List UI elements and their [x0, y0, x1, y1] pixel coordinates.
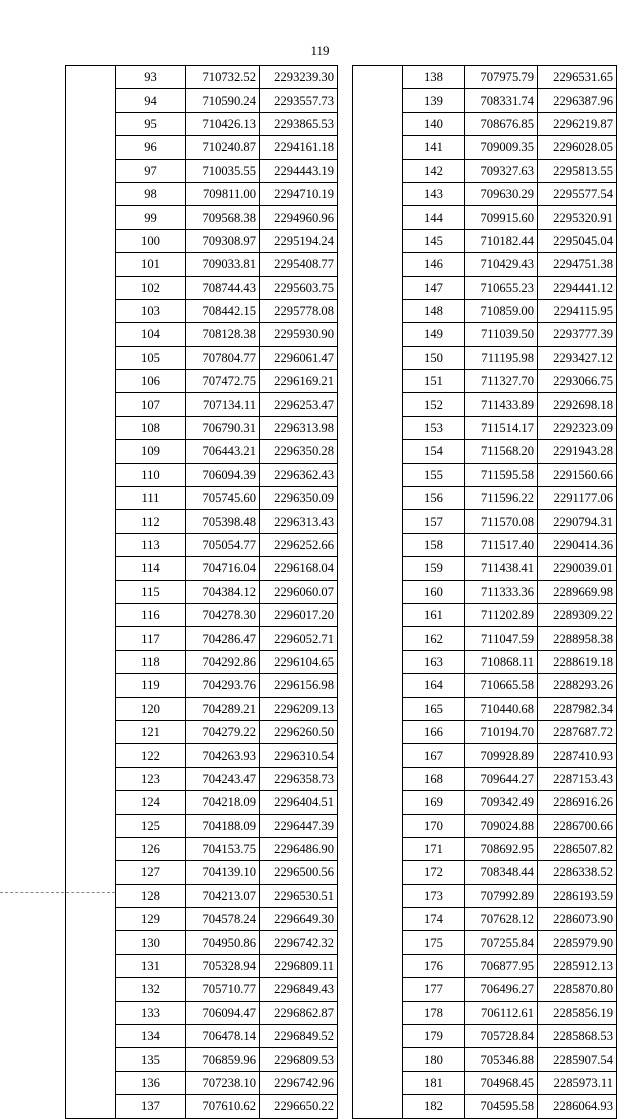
y-coordinate: 2294115.95: [538, 299, 617, 322]
y-coordinate: 2293557.73: [260, 89, 338, 112]
point-number: 105: [116, 346, 186, 369]
point-number: 122: [116, 744, 186, 767]
point-number: 140: [403, 112, 465, 135]
point-number: 129: [116, 908, 186, 931]
x-coordinate: 705745.60: [186, 487, 260, 510]
x-coordinate: 707134.11: [186, 393, 260, 416]
x-coordinate: 704578.24: [186, 908, 260, 931]
x-coordinate: 704289.21: [186, 697, 260, 720]
y-coordinate: 2296500.56: [260, 861, 338, 884]
y-coordinate: 2296252.66: [260, 533, 338, 556]
x-coordinate: 711514.17: [465, 416, 538, 439]
x-coordinate: 709928.89: [465, 744, 538, 767]
x-coordinate: 704292.86: [186, 650, 260, 673]
page-number: 119: [310, 43, 330, 58]
y-coordinate: 2288958.38: [538, 627, 617, 650]
point-number: 119: [116, 674, 186, 697]
point-number: 104: [116, 323, 186, 346]
point-number: 138: [403, 66, 465, 89]
y-coordinate: 2296169.21: [260, 370, 338, 393]
y-coordinate: 2291177.06: [538, 487, 617, 510]
y-coordinate: 2296060.07: [260, 580, 338, 603]
y-coordinate: 2291943.28: [538, 440, 617, 463]
x-coordinate: 710182.44: [465, 229, 538, 252]
point-number: 182: [403, 1095, 465, 1118]
point-number: 155: [403, 463, 465, 486]
point-number: 126: [116, 837, 186, 860]
y-coordinate: 2295194.24: [260, 229, 338, 252]
y-coordinate: 2288293.26: [538, 674, 617, 697]
point-number: 174: [403, 908, 465, 931]
y-coordinate: 2295930.90: [260, 323, 338, 346]
point-number: 158: [403, 533, 465, 556]
y-coordinate: 2296028.05: [538, 136, 617, 159]
point-number: 171: [403, 837, 465, 860]
point-number: 98: [116, 182, 186, 205]
point-number: 135: [116, 1048, 186, 1071]
y-coordinate: 2296362.43: [260, 463, 338, 486]
point-number: 139: [403, 89, 465, 112]
point-number: 97: [116, 159, 186, 182]
y-coordinate: 2296156.98: [260, 674, 338, 697]
y-coordinate: 2296313.98: [260, 416, 338, 439]
x-coordinate: 710240.87: [186, 136, 260, 159]
y-coordinate: 2286916.26: [538, 791, 617, 814]
x-coordinate: 707804.77: [186, 346, 260, 369]
y-coordinate: 2289669.98: [538, 580, 617, 603]
y-coordinate: 2296862.87: [260, 1001, 338, 1024]
point-number: 147: [403, 276, 465, 299]
point-number: 168: [403, 767, 465, 790]
point-number: 96: [116, 136, 186, 159]
y-coordinate: 2296447.39: [260, 814, 338, 837]
y-coordinate: 2296849.43: [260, 978, 338, 1001]
y-coordinate: 2285912.13: [538, 954, 617, 977]
y-coordinate: 2286700.66: [538, 814, 617, 837]
x-coordinate: 704968.45: [465, 1071, 538, 1094]
point-number: 121: [116, 720, 186, 743]
point-number: 110: [116, 463, 186, 486]
y-coordinate: 2293066.75: [538, 370, 617, 393]
point-number: 153: [403, 416, 465, 439]
point-number: 116: [116, 603, 186, 626]
y-coordinate: 2296253.47: [260, 393, 338, 416]
point-number: 107: [116, 393, 186, 416]
x-coordinate: 704263.93: [186, 744, 260, 767]
point-number: 112: [116, 510, 186, 533]
y-coordinate: 2285973.11: [538, 1071, 617, 1094]
x-coordinate: 708744.43: [186, 276, 260, 299]
x-coordinate: 709009.35: [465, 136, 538, 159]
point-number: 130: [116, 931, 186, 954]
x-coordinate: 710426.13: [186, 112, 260, 135]
y-coordinate: 2295045.04: [538, 229, 617, 252]
x-coordinate: 707628.12: [465, 908, 538, 931]
y-coordinate: 2287410.93: [538, 744, 617, 767]
x-coordinate: 704716.04: [186, 557, 260, 580]
coordinate-table-left: [65, 65, 338, 1119]
x-coordinate: 711327.70: [465, 370, 538, 393]
y-coordinate: 2296649.30: [260, 908, 338, 931]
y-coordinate: 2287687.72: [538, 720, 617, 743]
x-coordinate: 710859.00: [465, 299, 538, 322]
point-number: 128: [116, 884, 186, 907]
y-coordinate: 2296168.04: [260, 557, 338, 580]
x-coordinate: 711595.58: [465, 463, 538, 486]
y-coordinate: 2296358.73: [260, 767, 338, 790]
y-coordinate: 2296350.28: [260, 440, 338, 463]
x-coordinate: 707975.79: [465, 66, 538, 89]
x-coordinate: 707472.75: [186, 370, 260, 393]
point-number: 103: [116, 299, 186, 322]
y-coordinate: 2296061.47: [260, 346, 338, 369]
point-number: 148: [403, 299, 465, 322]
x-coordinate: 710732.52: [186, 66, 260, 89]
x-coordinate: 706790.31: [186, 416, 260, 439]
x-coordinate: 708331.74: [465, 89, 538, 112]
y-coordinate: 2295408.77: [260, 253, 338, 276]
x-coordinate: 710035.55: [186, 159, 260, 182]
y-coordinate: 2294710.19: [260, 182, 338, 205]
x-coordinate: 704218.09: [186, 791, 260, 814]
point-number: 115: [116, 580, 186, 603]
y-coordinate: 2289309.22: [538, 603, 617, 626]
point-number: 172: [403, 861, 465, 884]
point-number: 145: [403, 229, 465, 252]
point-number: 180: [403, 1048, 465, 1071]
point-number: 178: [403, 1001, 465, 1024]
point-number: 94: [116, 89, 186, 112]
point-number: 111: [116, 487, 186, 510]
point-number: 159: [403, 557, 465, 580]
y-coordinate: 2294441.12: [538, 276, 617, 299]
x-coordinate: 711039.50: [465, 323, 538, 346]
point-number: 93: [116, 66, 186, 89]
x-coordinate: 710665.58: [465, 674, 538, 697]
y-coordinate: 2286193.59: [538, 884, 617, 907]
point-number: 101: [116, 253, 186, 276]
point-number: 118: [116, 650, 186, 673]
x-coordinate: 708348.44: [465, 861, 538, 884]
y-coordinate: 2285870.80: [538, 978, 617, 1001]
x-coordinate: 709342.49: [465, 791, 538, 814]
x-coordinate: 706112.61: [465, 1001, 538, 1024]
table-row: [66, 66, 338, 89]
y-coordinate: 2291560.66: [538, 463, 617, 486]
x-coordinate: 704384.12: [186, 580, 260, 603]
point-number: 108: [116, 416, 186, 439]
x-coordinate: 711433.89: [465, 393, 538, 416]
x-coordinate: 708128.38: [186, 323, 260, 346]
x-coordinate: 705398.48: [186, 510, 260, 533]
x-coordinate: 705328.94: [186, 954, 260, 977]
x-coordinate: 705710.77: [186, 978, 260, 1001]
point-number: 123: [116, 767, 186, 790]
y-coordinate: 2294960.96: [260, 206, 338, 229]
point-number: 177: [403, 978, 465, 1001]
point-number: 114: [116, 557, 186, 580]
point-number: 99: [116, 206, 186, 229]
point-number: 181: [403, 1071, 465, 1094]
x-coordinate: 709644.27: [465, 767, 538, 790]
x-coordinate: 711517.40: [465, 533, 538, 556]
x-coordinate: 707255.84: [465, 931, 538, 954]
x-coordinate: 704243.47: [186, 767, 260, 790]
x-coordinate: 709811.00: [186, 182, 260, 205]
point-number: 151: [403, 370, 465, 393]
x-coordinate: 711047.59: [465, 627, 538, 650]
y-coordinate: 2286507.82: [538, 837, 617, 860]
x-coordinate: 707992.89: [465, 884, 538, 907]
y-coordinate: 2296404.51: [260, 791, 338, 814]
y-coordinate: 2293865.53: [260, 112, 338, 135]
y-coordinate: 2295813.55: [538, 159, 617, 182]
x-coordinate: 706859.96: [186, 1048, 260, 1071]
point-number: 133: [116, 1001, 186, 1024]
y-coordinate: 2292698.18: [538, 393, 617, 416]
point-number: 154: [403, 440, 465, 463]
x-coordinate: 711570.08: [465, 510, 538, 533]
blank-column: [353, 66, 403, 1119]
point-number: 124: [116, 791, 186, 814]
y-coordinate: 2294443.19: [260, 159, 338, 182]
x-coordinate: 705346.88: [465, 1048, 538, 1071]
point-number: 106: [116, 370, 186, 393]
point-number: 137: [116, 1095, 186, 1118]
point-number: 163: [403, 650, 465, 673]
y-coordinate: 2295320.91: [538, 206, 617, 229]
x-coordinate: 709630.29: [465, 182, 538, 205]
point-number: 164: [403, 674, 465, 697]
y-coordinate: 2288619.18: [538, 650, 617, 673]
x-coordinate: 709915.60: [465, 206, 538, 229]
x-coordinate: 707610.62: [186, 1095, 260, 1118]
y-coordinate: 2296742.32: [260, 931, 338, 954]
blank-column: [66, 66, 116, 1119]
x-coordinate: 709568.38: [186, 206, 260, 229]
point-number: 141: [403, 136, 465, 159]
point-number: 167: [403, 744, 465, 767]
y-coordinate: 2296310.54: [260, 744, 338, 767]
y-coordinate: 2290039.01: [538, 557, 617, 580]
x-coordinate: 710590.24: [186, 89, 260, 112]
point-number: 113: [116, 533, 186, 556]
point-number: 162: [403, 627, 465, 650]
point-number: 156: [403, 487, 465, 510]
x-coordinate: 706877.95: [465, 954, 538, 977]
y-coordinate: 2296017.20: [260, 603, 338, 626]
x-coordinate: 704279.22: [186, 720, 260, 743]
x-coordinate: 706094.47: [186, 1001, 260, 1024]
x-coordinate: 711596.22: [465, 487, 538, 510]
point-number: 109: [116, 440, 186, 463]
point-number: 142: [403, 159, 465, 182]
x-coordinate: 704286.47: [186, 627, 260, 650]
x-coordinate: 709024.88: [465, 814, 538, 837]
x-coordinate: 705054.77: [186, 533, 260, 556]
x-coordinate: 710440.68: [465, 697, 538, 720]
point-number: 176: [403, 954, 465, 977]
y-coordinate: 2296742.96: [260, 1071, 338, 1094]
point-number: 170: [403, 814, 465, 837]
y-coordinate: 2296219.87: [538, 112, 617, 135]
x-coordinate: 704293.76: [186, 674, 260, 697]
x-coordinate: 710868.11: [465, 650, 538, 673]
x-coordinate: 710194.70: [465, 720, 538, 743]
y-coordinate: 2296260.50: [260, 720, 338, 743]
point-number: 143: [403, 182, 465, 205]
y-coordinate: 2285907.54: [538, 1048, 617, 1071]
y-coordinate: 2286064.93: [538, 1095, 617, 1118]
point-number: 120: [116, 697, 186, 720]
y-coordinate: 2296350.09: [260, 487, 338, 510]
point-number: 132: [116, 978, 186, 1001]
x-coordinate: 704213.07: [186, 884, 260, 907]
point-number: 173: [403, 884, 465, 907]
y-coordinate: 2295603.75: [260, 276, 338, 299]
point-number: 152: [403, 393, 465, 416]
point-number: 125: [116, 814, 186, 837]
x-coordinate: 707238.10: [186, 1071, 260, 1094]
x-coordinate: 706478.14: [186, 1025, 260, 1048]
x-coordinate: 705728.84: [465, 1025, 538, 1048]
x-coordinate: 708692.95: [465, 837, 538, 860]
y-coordinate: 2296650.22: [260, 1095, 338, 1118]
y-coordinate: 2294161.18: [260, 136, 338, 159]
y-coordinate: 2296387.96: [538, 89, 617, 112]
point-number: 95: [116, 112, 186, 135]
x-coordinate: 706443.21: [186, 440, 260, 463]
y-coordinate: 2293777.39: [538, 323, 617, 346]
y-coordinate: 2296104.65: [260, 650, 338, 673]
y-coordinate: 2293239.30: [260, 66, 338, 89]
y-coordinate: 2286073.90: [538, 908, 617, 931]
coordinate-table-right: [352, 65, 617, 1119]
point-number: 169: [403, 791, 465, 814]
y-coordinate: 2296486.90: [260, 837, 338, 860]
point-number: 179: [403, 1025, 465, 1048]
table-row: [353, 66, 617, 89]
y-coordinate: 2296809.53: [260, 1048, 338, 1071]
x-coordinate: 711568.20: [465, 440, 538, 463]
y-coordinate: 2292323.09: [538, 416, 617, 439]
y-coordinate: 2296209.13: [260, 697, 338, 720]
x-coordinate: 704188.09: [186, 814, 260, 837]
y-coordinate: 2296313.43: [260, 510, 338, 533]
point-number: 144: [403, 206, 465, 229]
x-coordinate: 708442.15: [186, 299, 260, 322]
x-coordinate: 711202.89: [465, 603, 538, 626]
y-coordinate: 2295778.08: [260, 299, 338, 322]
x-coordinate: 711195.98: [465, 346, 538, 369]
y-coordinate: 2296530.51: [260, 884, 338, 907]
x-coordinate: 704950.86: [186, 931, 260, 954]
point-number: 161: [403, 603, 465, 626]
point-number: 149: [403, 323, 465, 346]
x-coordinate: 710655.23: [465, 276, 538, 299]
x-coordinate: 704153.75: [186, 837, 260, 860]
y-coordinate: 2296531.65: [538, 66, 617, 89]
x-coordinate: 708676.85: [465, 112, 538, 135]
point-number: 166: [403, 720, 465, 743]
y-coordinate: 2287153.43: [538, 767, 617, 790]
x-coordinate: 704139.10: [186, 861, 260, 884]
point-number: 175: [403, 931, 465, 954]
x-coordinate: 709033.81: [186, 253, 260, 276]
point-number: 117: [116, 627, 186, 650]
point-number: 150: [403, 346, 465, 369]
point-number: 136: [116, 1071, 186, 1094]
point-number: 157: [403, 510, 465, 533]
y-coordinate: 2294751.38: [538, 253, 617, 276]
point-number: 102: [116, 276, 186, 299]
y-coordinate: 2296052.71: [260, 627, 338, 650]
y-coordinate: 2286338.52: [538, 861, 617, 884]
point-number: 165: [403, 697, 465, 720]
x-coordinate: 704278.30: [186, 603, 260, 626]
x-coordinate: 706094.39: [186, 463, 260, 486]
x-coordinate: 709308.97: [186, 229, 260, 252]
y-coordinate: 2296849.52: [260, 1025, 338, 1048]
x-coordinate: 711333.36: [465, 580, 538, 603]
x-coordinate: 710429.43: [465, 253, 538, 276]
y-coordinate: 2285868.53: [538, 1025, 617, 1048]
x-coordinate: 704595.58: [465, 1095, 538, 1118]
y-coordinate: 2296809.11: [260, 954, 338, 977]
point-number: 127: [116, 861, 186, 884]
y-coordinate: 2290794.31: [538, 510, 617, 533]
point-number: 160: [403, 580, 465, 603]
x-coordinate: 709327.63: [465, 159, 538, 182]
y-coordinate: 2287982.34: [538, 697, 617, 720]
point-number: 100: [116, 229, 186, 252]
x-coordinate: 711438.41: [465, 557, 538, 580]
y-coordinate: 2295577.54: [538, 182, 617, 205]
x-coordinate: 706496.27: [465, 978, 538, 1001]
y-coordinate: 2293427.12: [538, 346, 617, 369]
point-number: 134: [116, 1025, 186, 1048]
point-number: 146: [403, 253, 465, 276]
y-coordinate: 2290414.36: [538, 533, 617, 556]
y-coordinate: 2285979.90: [538, 931, 617, 954]
y-coordinate: 2285856.19: [538, 1001, 617, 1024]
footer-rule: [0, 892, 115, 893]
point-number: 131: [116, 954, 186, 977]
